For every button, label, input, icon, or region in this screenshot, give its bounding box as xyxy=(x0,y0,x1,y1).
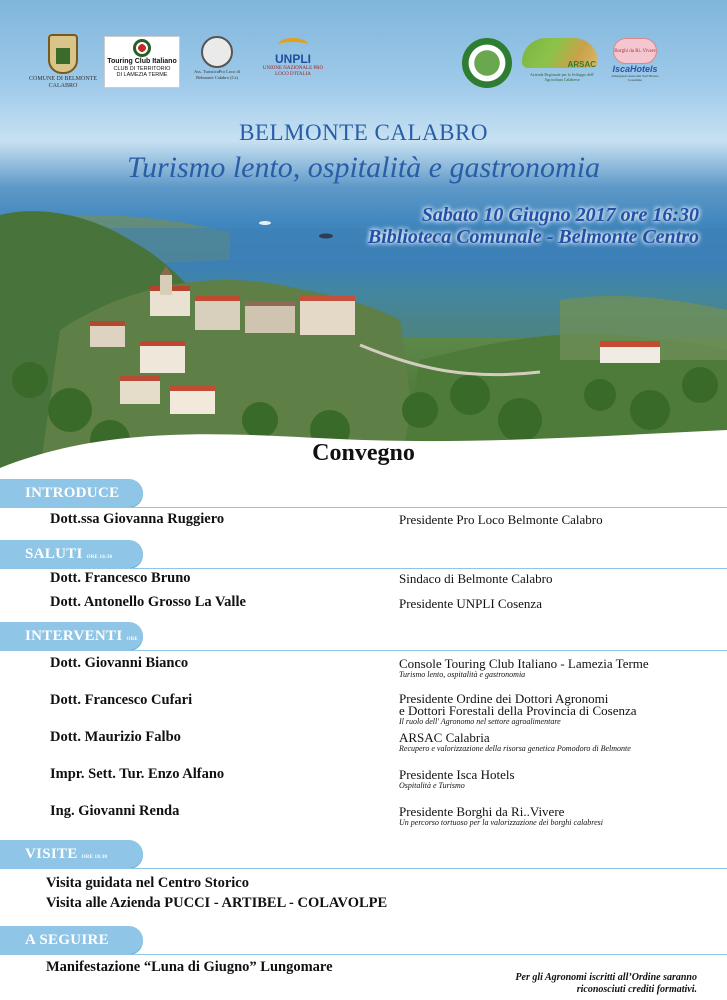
section-label: A SEGUIRE xyxy=(25,932,109,948)
comune-logo xyxy=(28,34,98,90)
section-rule xyxy=(0,507,727,508)
unpli-logo xyxy=(256,36,330,78)
speaker-name: Impr. Sett. Tur. Enzo Alfano xyxy=(50,766,225,782)
program-heading: Convegno xyxy=(312,440,415,466)
speaker-name: Dott. Francesco Bruno xyxy=(50,570,191,586)
talk-topic: Turismo lento, ospitalità e gastronomia xyxy=(399,670,526,679)
section-tab-a-seguire xyxy=(0,926,143,954)
section-tab-saluti xyxy=(0,540,143,568)
speaker-name: Dott. Francesco Cufari xyxy=(50,692,193,708)
arsac-caption: Azienda Regionale per lo Sviluppo dell' Agricoltura Calabrese xyxy=(530,72,594,82)
visit-item: Visita alle Azienda PUCCI - ARTIBEL - COLAVOLPE xyxy=(46,895,388,911)
speaker-role: Presidente UNPLI Cosenza xyxy=(399,596,542,611)
section-tab-visite xyxy=(0,840,143,868)
touring-city-line: DI LAMEZIA TERME xyxy=(116,72,168,78)
section-time: ORE 16:45 xyxy=(25,637,138,674)
event-date: Sabato 10 Giugno 2017 ore 16:30 xyxy=(421,204,699,226)
proloco-logo xyxy=(186,36,248,80)
touring-emblem-icon xyxy=(133,39,151,57)
talk-topic: Un percorso tortuoso per la valorizzazione dei borghi calabresi xyxy=(399,818,603,827)
speaker-role: Console Touring Club Italiano - Lamezia Terme Turismo lento, ospitalità e gastronomia xyxy=(399,658,719,680)
speaker-role: Presidente Borghi da Ri..Vivere Un percorso tortuoso per la valorizzazione dei borghi calabresi xyxy=(399,806,719,828)
talk-topic: Il ruolo dell' Agronomo nel settore agroalimentare xyxy=(399,717,561,726)
speaker-name: Ing. Giovanni Renda xyxy=(50,803,180,819)
touring-name: Touring Club Italiano xyxy=(107,58,177,65)
proloco-caption: Ass. TuristicaPro Loco di Belmonte Calabro (Cs) xyxy=(193,69,240,80)
event-venue: Biblioteca Comunale - Belmonte Centro xyxy=(367,226,699,248)
section-label: INTERVENTI xyxy=(25,628,123,644)
arsac-name: ARSAC xyxy=(567,60,596,69)
speaker-role: ARSAC Calabria Recupero e valorizzazione della risorsa genetica Pomodoro di Belmonte xyxy=(399,732,719,754)
unpli-arc-icon xyxy=(278,38,308,52)
touring-club-logo xyxy=(104,36,180,88)
borghi-badge: Borghi da Ri..Vivere xyxy=(613,38,657,64)
event-date-block xyxy=(368,204,699,248)
crest-icon xyxy=(48,34,78,74)
agronomi-seal-logo xyxy=(462,38,512,88)
isca-brand: IscaHotels xyxy=(612,64,658,74)
arsac-logo xyxy=(522,38,602,88)
speaker-role: Presidente Pro Loco Belmonte Calabro xyxy=(399,512,603,527)
speaker-role: Sindaco di Belmonte Calabro xyxy=(399,571,553,586)
follow-up-event: Manifestazione “Luna di Giugno” Lungomare xyxy=(46,959,333,975)
unpli-mark: UNPLI xyxy=(275,52,311,66)
section-time: ORE 18:30 xyxy=(81,855,108,860)
section-label: VISITE xyxy=(25,846,78,862)
section-tab-introduce xyxy=(0,479,143,507)
section-rule xyxy=(0,568,727,569)
speaker-role: Presidente Ordine dei Dottori Agronomi e Dottori Forestali della Provincia di Cosenza Il ruolo dell' Agronomo nel settore agroalimentare xyxy=(399,693,719,727)
speaker-role: Presidente Isca Hotels Ospitalità e Turismo xyxy=(399,769,719,791)
event-location-title: BELMONTE CALABRO xyxy=(239,120,488,145)
section-rule xyxy=(0,868,727,869)
section-time: ORE 16:30 xyxy=(86,555,113,560)
talk-topic: Ospitalità e Turismo xyxy=(399,781,465,790)
speaker-name: Dott. Antonello Grosso La Valle xyxy=(50,594,246,610)
isca-hotels-logo xyxy=(606,38,664,90)
proloco-seal-icon xyxy=(201,36,233,68)
credits-note: Per gli Agronomi iscritti all’Ordine saranno riconosciuti crediti formativi. xyxy=(515,972,697,995)
unpli-caption: UNIONE NAZIONALE PRO LOCO D'ITALIA xyxy=(262,66,324,77)
section-label: INTRODUCE xyxy=(25,485,120,501)
speaker-name: Dott.ssa Giovanna Ruggiero xyxy=(50,511,225,527)
section-label: SALUTI xyxy=(25,546,83,562)
speaker-name: Dott. Giovanni Bianco xyxy=(50,655,189,671)
event-subtitle: Turismo lento, ospitalità e gastronomia xyxy=(126,151,601,184)
speaker-name: Dott. Maurizio Falbo xyxy=(50,729,181,745)
isca-caption: Albergatori Associati Sud Tirreno Cosentino xyxy=(611,74,659,82)
comune-caption: COMUNE DI BELMONTE CALABRO xyxy=(29,76,97,89)
section-rule xyxy=(0,954,727,955)
section-rule xyxy=(0,650,727,651)
visit-item: Visita guidata nel Centro Storico xyxy=(46,875,249,891)
touring-club-line: CLUB DI TERRITORIO xyxy=(113,66,171,72)
talk-topic: Recupero e valorizzazione della risorsa genetica Pomodoro di Belmonte xyxy=(399,744,631,753)
